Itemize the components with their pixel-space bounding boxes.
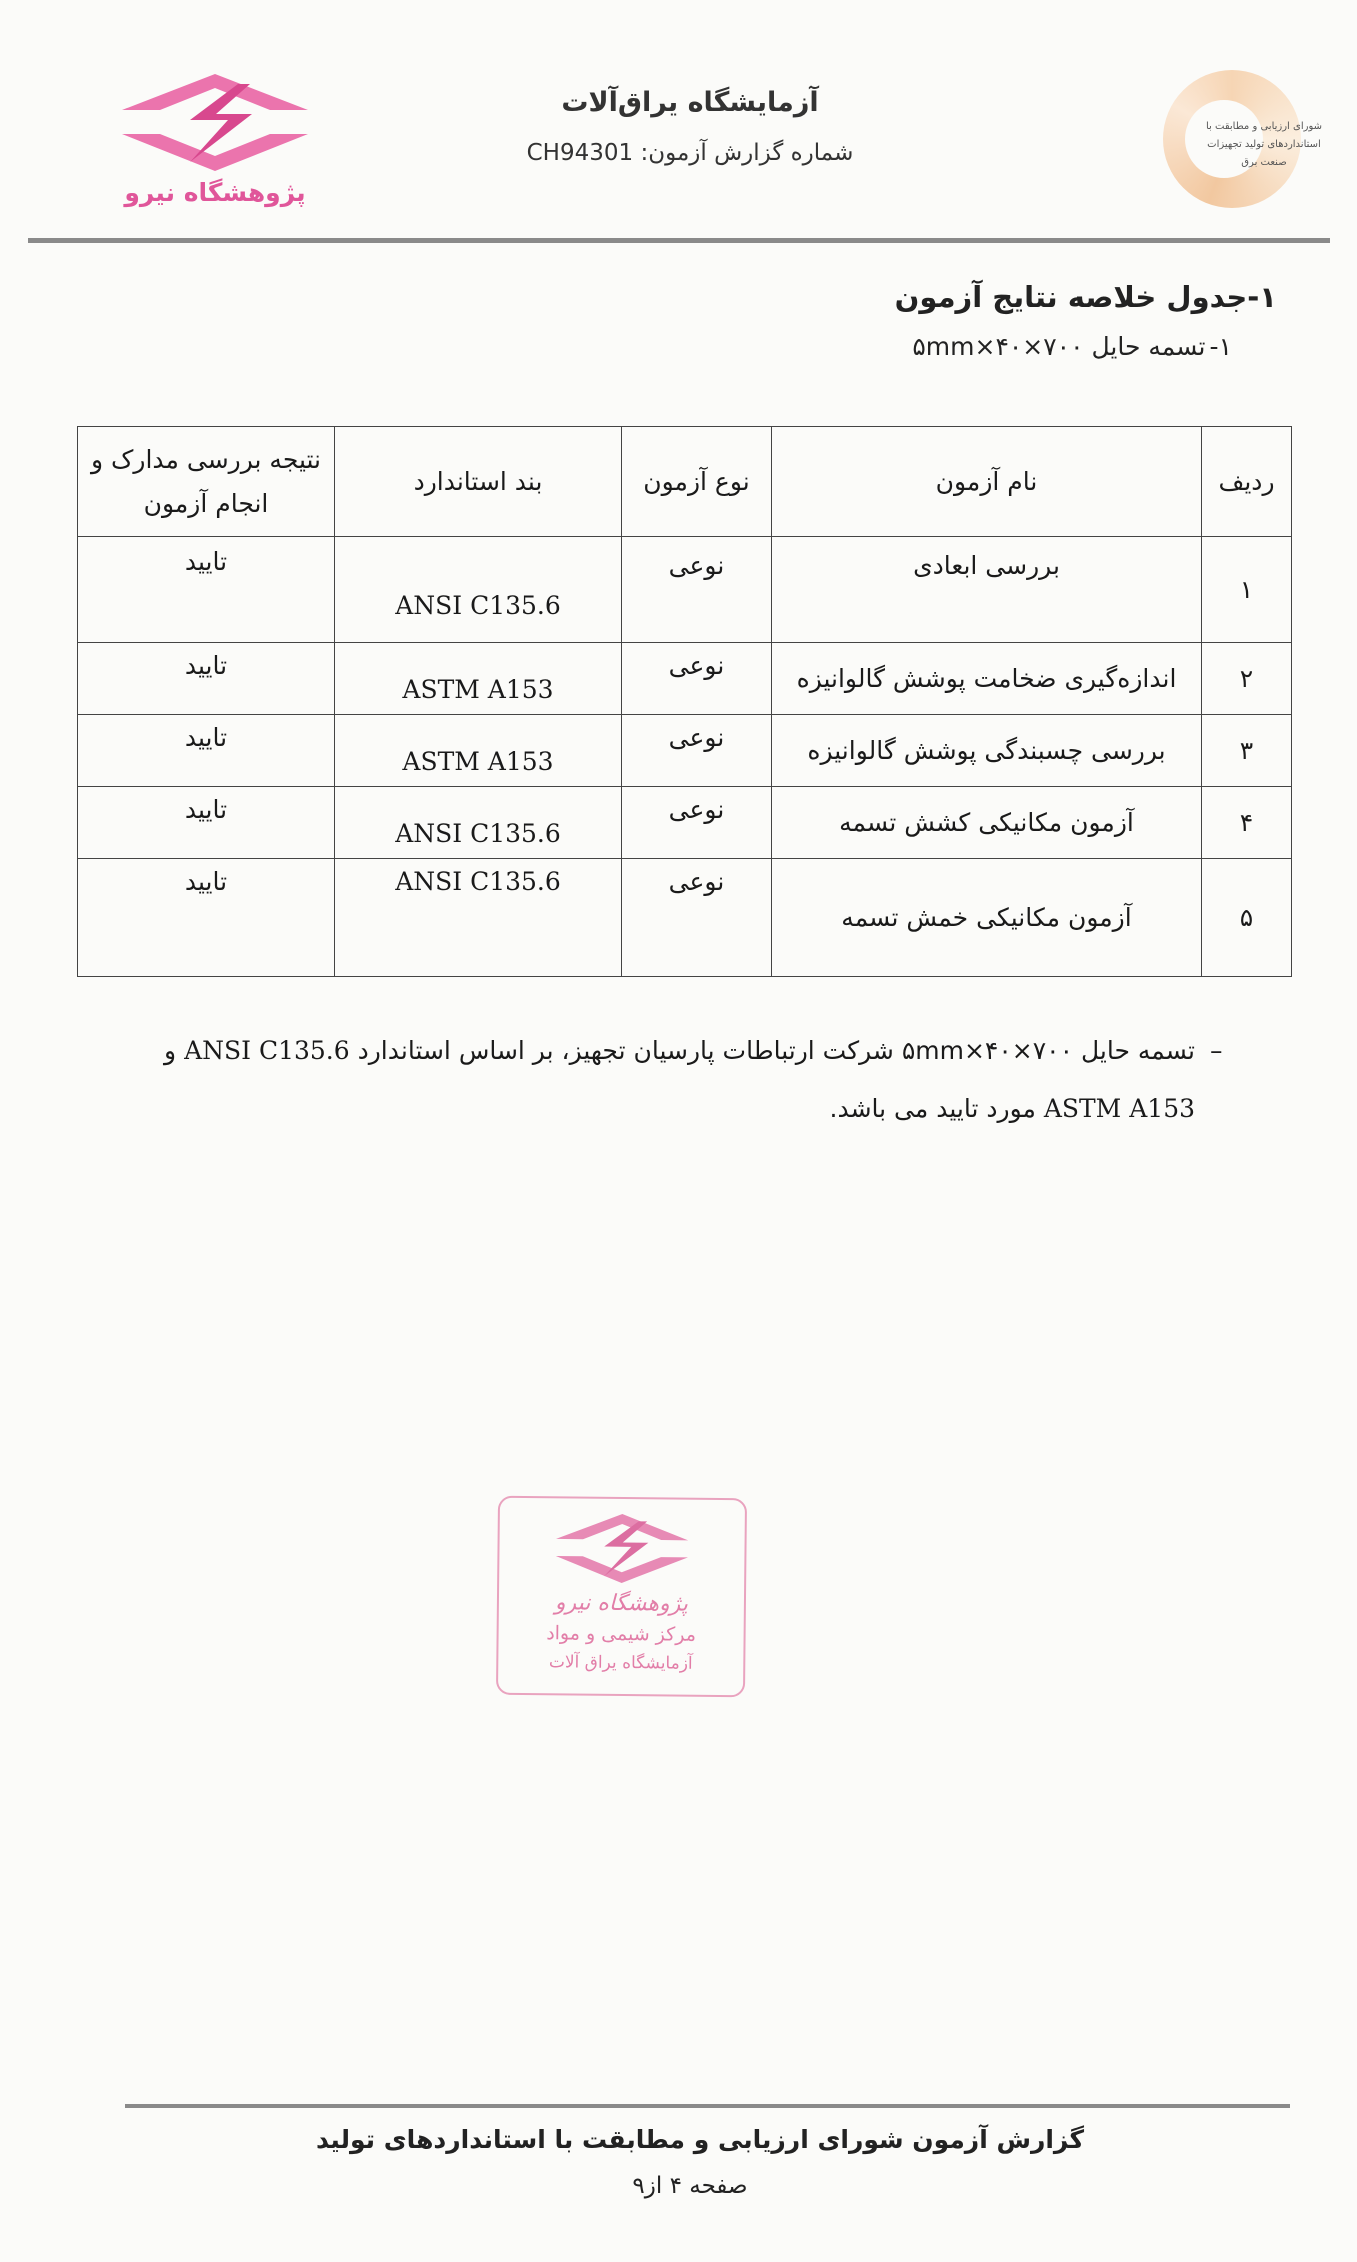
header-row-no: ردیف	[1202, 427, 1292, 537]
council-logo	[1155, 70, 1325, 220]
report-number-label: شماره گزارش آزمون:	[640, 140, 854, 166]
conclusion-standard-2: ASTM A153	[1043, 1094, 1195, 1123]
cell-standard-clause: ASTM A153	[335, 643, 622, 715]
subheading-text: تسمه حایل ۷۰۰×۴۰×۵mm	[912, 332, 1206, 361]
niroo-logo-text: پژوهشگاه نیرو	[124, 178, 306, 207]
footer-divider	[125, 2104, 1290, 2108]
cell-test-name: آزمون مکانیکی خمش تسمه	[772, 859, 1202, 977]
cell-standard-clause: ANSI C135.6	[335, 787, 622, 859]
stamp-line-3: آزمایشگاه یراق آلات	[548, 1652, 693, 1674]
table-row	[78, 715, 1292, 787]
conclusion-standard-1: ANSI C135.6	[184, 1036, 350, 1065]
section-subheading	[912, 332, 1232, 361]
table-row	[78, 787, 1292, 859]
lab-name: آزمایشگاه یراق‌آلات	[561, 87, 819, 118]
cell-test-name: اندازه‌گیری ضخامت پوشش گالوانیزه	[772, 643, 1202, 715]
cell-standard-clause: ANSI C135.6	[335, 859, 622, 977]
results-table	[77, 426, 1292, 977]
cell-test-type: نوعی	[622, 537, 772, 643]
subheading-number: ۱-	[1209, 332, 1232, 361]
conclusion-part3: مورد تایید می باشد.	[829, 1094, 1036, 1123]
cell-standard-clause: ANSI C135.6	[335, 537, 622, 643]
cell-test-type: نوعی	[622, 643, 772, 715]
table-header-row	[78, 427, 1292, 537]
cell-test-name: بررسی چسبندگی پوشش گالوانیزه	[772, 715, 1202, 787]
conclusion-text	[120, 1022, 1195, 1138]
table-row	[78, 537, 1292, 643]
niroo-lightning-icon	[120, 70, 310, 175]
lab-stamp	[496, 1496, 747, 1698]
table-row	[78, 859, 1292, 977]
bullet-dash: –	[1210, 1036, 1223, 1065]
cell-test-name: آزمون مکانیکی کشش تسمه	[772, 787, 1202, 859]
section-heading: ۱-جدول خلاصه نتایج آزمون	[894, 280, 1277, 314]
council-logo-text: شورای ارزیابی و مطابقت با استانداردهای تولید تجهیزات صنعت برق	[1205, 121, 1322, 168]
cell-row-no: ۳	[1202, 715, 1292, 787]
conclusion-part1: تسمه حایل ۷۰۰×۴۰×۵mm شرکت ارتباطات پارسیان تجهیز، بر اساس استاندارد	[357, 1036, 1195, 1065]
cell-result: تایید	[78, 787, 335, 859]
cell-row-no: ۵	[1202, 859, 1292, 977]
cell-test-type: نوعی	[622, 715, 772, 787]
header-test-type: نوع آزمون	[622, 427, 772, 537]
stamp-lightning-icon	[554, 1510, 690, 1586]
cell-result: تایید	[78, 715, 335, 787]
table-row	[78, 643, 1292, 715]
cell-result: تایید	[78, 643, 335, 715]
header-divider	[28, 238, 1330, 243]
cell-test-name: بررسی ابعادی	[772, 537, 1202, 643]
header-result: نتیجه بررسی مدارک و انجام آزمون	[78, 427, 335, 537]
conclusion-part2: و	[164, 1036, 177, 1065]
header-test-name: نام آزمون	[772, 427, 1202, 537]
page-number: صفحه ۴ از۹	[632, 2173, 748, 2199]
stamp-line-2: مرکز شیمی و مواد	[546, 1622, 697, 1646]
report-number-line	[400, 140, 980, 166]
stamp-line-1: پژوهشگاه نیرو	[554, 1590, 689, 1617]
footer-title: گزارش آزمون شورای ارزیابی و مطابقت با استانداردهای تولید	[315, 2125, 1085, 2154]
cell-result: تایید	[78, 537, 335, 643]
cell-row-no: ۴	[1202, 787, 1292, 859]
cell-test-type: نوعی	[622, 787, 772, 859]
cell-test-type: نوعی	[622, 859, 772, 977]
cell-row-no: ۱	[1202, 537, 1292, 643]
header-standard-clause: بند استاندارد	[335, 427, 622, 537]
cell-result: تایید	[78, 859, 335, 977]
cell-row-no: ۲	[1202, 643, 1292, 715]
cell-standard-clause: ASTM A153	[335, 715, 622, 787]
niroo-logo	[115, 70, 315, 220]
report-number-value: CH94301	[526, 140, 634, 166]
